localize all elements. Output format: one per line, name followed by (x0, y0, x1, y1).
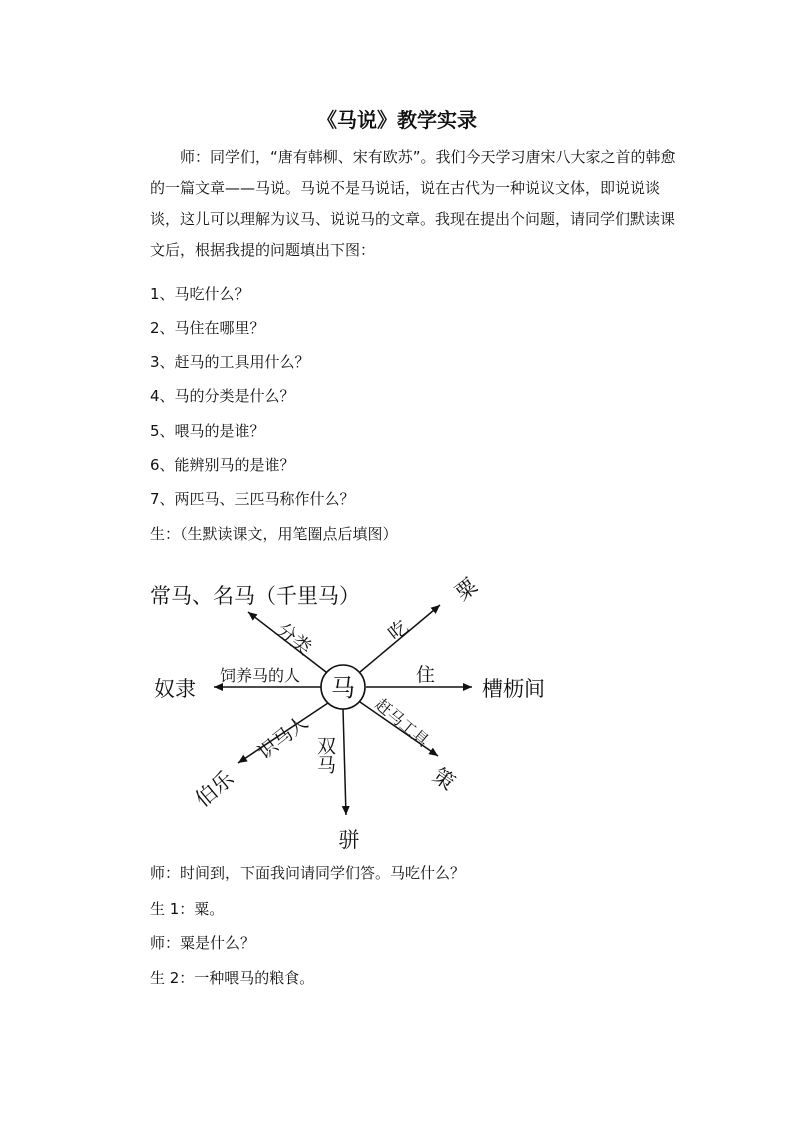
tool-label: 赶马工具 (371, 694, 433, 751)
category-label: 分类 (272, 618, 316, 660)
question-5: 5、喂马的是谁？ (150, 422, 265, 440)
question-1: 1、马吃什么？ (150, 285, 250, 303)
intro-paragraph: 师：同学们，“唐有韩柳、宋有欧苏”。我们今天学习唐宋八大家之首的韩愈的一篇文章——马说。马说不是马说话，说在古代为一种说议文体，即说说谈谈，这儿可以理解为议马、说说马的文章。我现在提出个问题，请同学们默读课文后，根据我提的问题填出下图： (150, 148, 676, 259)
question-7: 7、两匹马、三匹马称作什么？ (150, 490, 355, 508)
question-3: 3、赶马的工具用什么？ (150, 353, 310, 371)
tool-answer: 策 (428, 763, 460, 795)
eat-answer: 粟 (450, 573, 482, 606)
feeder-label: 饲养马的人 (220, 666, 301, 685)
question-6: 6、能辨别马的是谁？ (150, 456, 295, 474)
dialogue-line-1: 师：时间到，下面我问请同学们答。马吃什么？ (150, 864, 466, 882)
question-4: 4、马的分类是什么？ (150, 387, 295, 405)
dialogue-line-2: 生 1：粟。 (150, 900, 225, 918)
pair-answer: 骈 (338, 828, 360, 852)
live-answer: 槽枥间 (482, 677, 545, 701)
judge-answer: 伯乐 (190, 766, 239, 812)
eat-label: 吃 (384, 616, 413, 646)
judge-label: 识马人 (253, 711, 313, 764)
pair-arrow (343, 709, 346, 815)
center-label: 马 (331, 674, 355, 702)
feeder-answer: 奴隶 (154, 677, 196, 701)
question-2: 2、马住在哪里？ (150, 319, 265, 337)
student-action-line: 生：（生默读课文，用笔圈点后填图） (150, 525, 398, 543)
pair-label: 双马 (314, 736, 336, 774)
horse-mind-map (0, 560, 794, 860)
live-label: 住 (416, 664, 436, 686)
dialogue-line-3: 师：粟是什么？ (150, 934, 256, 952)
dialogue-line-4: 生 2：一种喂马的粮食。 (150, 969, 315, 987)
category-answer: 常马、名马（千里马） (150, 584, 360, 608)
page-title: 《马说》教学实录 (317, 108, 477, 132)
